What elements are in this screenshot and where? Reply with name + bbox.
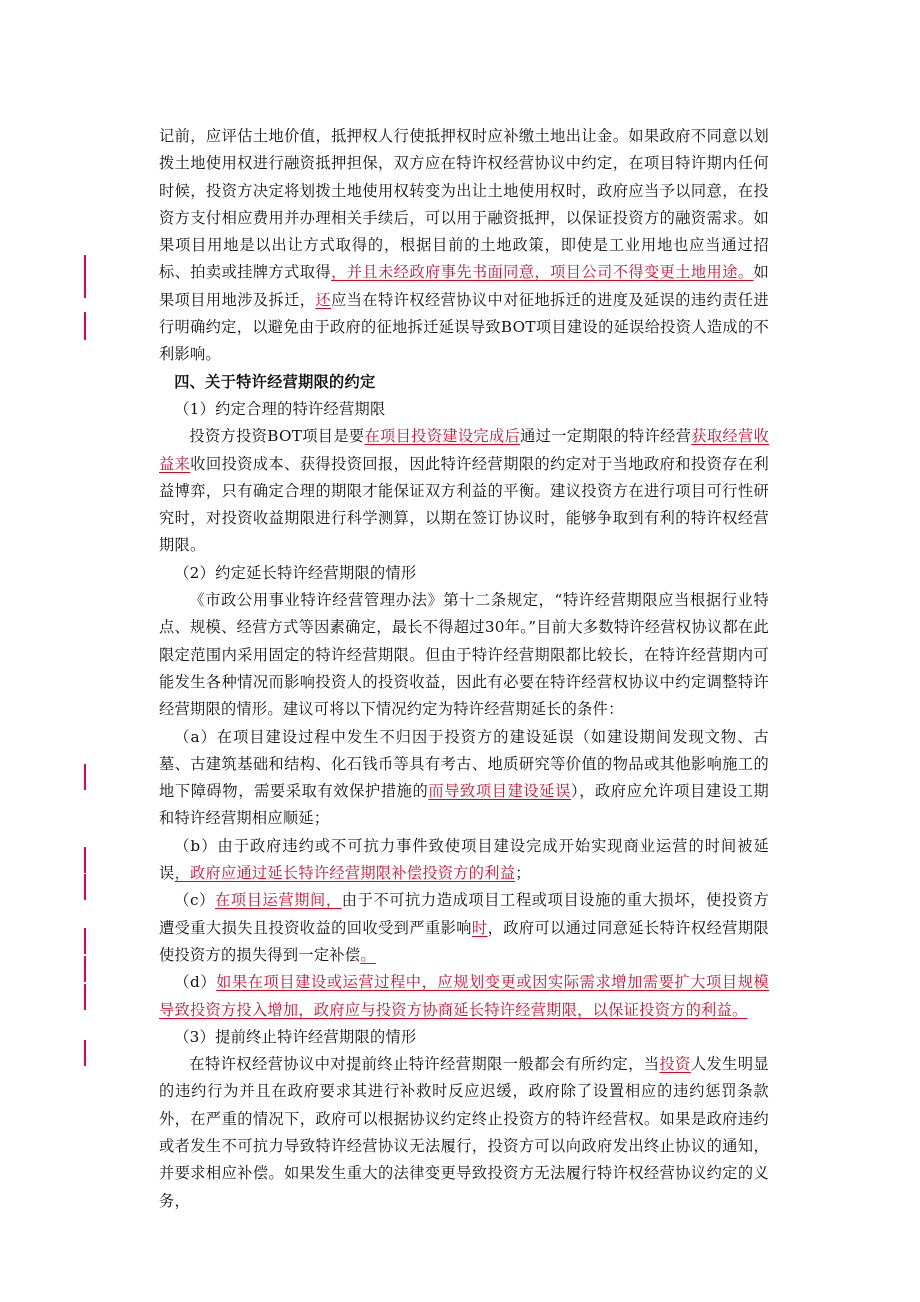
text-run: （a）在项目建设过程中发生不归因于投资方的建设延误（如建设期间发现文物、古墓、古建筑基础和结构、化石钱币等具有考古、地质研究等价值的物品或其他影响施工的地下障碍物，需要采取有效保护措施的	[159, 727, 769, 801]
text-run: 记前，应评估土地价值，抵押权人行使抵押权时应补缴土地出让金。如果政府不同意以划拨土地使用权进行融资抵押担保，双方应在特许权经营协议中约定，在项目特许期内任何时候，投资方决定将划拨土地使用权转变为出让土地使用权时，政府应当予以同意，在投资方支付相应费用并办理相关手续后，可以用于融资抵押，以保证投资方的融资需求。如果项目用地是以出让方式取得的，根据目前的土地政策，即使是工业用地也应当通过招标、拍卖或挂牌方式取得	[159, 127, 769, 282]
text-run: ；	[515, 864, 531, 883]
list-item-d	[159, 969, 769, 1024]
revision-bar	[84, 847, 86, 873]
list-item-c	[159, 887, 769, 969]
paragraph-reasonable-term	[159, 423, 769, 559]
text-run: 收回投资成本、获得投资回报，因此特许经营期限的约定对于当地政府和投资存在利益博弈，只有确定合理的期限才能保证双方利益的平衡。建议投资方在进行项目可行性研究时，对投资收益期限进行科学测算，以期在签订协议时，能够争取到有利的特许权经营期限。	[159, 454, 769, 555]
tracked-insertion: 。	[360, 945, 376, 964]
revision-bar	[84, 928, 86, 954]
tracked-insertion: 在项目运营期间，	[215, 891, 342, 910]
subsection-heading: （2）约定延长特许经营期限的情形	[174, 563, 417, 582]
subsection-heading: （3）提前终止特许经营期限的情形	[174, 1027, 417, 1046]
text-run: 通过一定期限的特许经营	[520, 427, 692, 446]
revision-bar	[84, 874, 86, 900]
text-run: （d）	[174, 973, 217, 992]
revision-bar	[84, 764, 86, 790]
text-run: （b）由于政府违约或不可抗力事件致使项目建设完成开始实现商业运营的时间被延误	[159, 836, 769, 883]
section-heading: 四、关于特许经营期限的约定	[174, 372, 376, 391]
list-item-b	[159, 833, 769, 888]
revision-bar	[84, 255, 86, 298]
paragraph-extension-rules: 《市政公用事业特许经营管理办法》第十二条规定，“特许经营期限应当根据行业特点、规模、经营方式等因素确定，最长不得超过30年。”目前大多数特许经营权协议都在此限定范围内采用固定的特许经营期限。但由于特许经营期限都比较长，在特许经营期内可能发生各种情况而影响投资人的投资收益，因此有必要在特许经营权协议中约定调整特许经营期限的情形。建议可将以下情况约定为特许经营期延长的条件：	[159, 591, 769, 719]
text-run: 投资方投资BOT项目是要	[189, 427, 365, 446]
tracked-insertion: 如果在项目建设或运营过程中，应规划变更或因实际需求增加需要扩大项目规模导致投资方投入增加，政府应与投资方协商延长特许经营期限，以保证投资方的利益。	[159, 973, 769, 1019]
paragraph-early-termination	[159, 1051, 769, 1215]
tracked-insertion: 投资	[659, 1055, 691, 1074]
document-body	[159, 123, 769, 1215]
tracked-insertion: 在项目投资建设完成后	[364, 427, 521, 446]
text-run: 由于不可抗力造成项目工程或项目设施的重大损坏，使投资方遭受重大损失且投资收益的回收受到严重影响	[159, 891, 769, 937]
tracked-insertion: 时	[471, 918, 488, 937]
text-run: ），政府应允许项目建设工期和特许经营期相应顺延；	[159, 782, 769, 828]
paragraph-land-use	[159, 123, 769, 369]
text-run: ，政府可以通过同意延长特许权经营期限使投资方的损失得到一定补偿	[159, 918, 770, 964]
text-run: （c）	[174, 891, 216, 910]
revision-bar	[84, 984, 86, 1010]
list-item-a	[159, 724, 769, 833]
tracked-insertion: 获取经营收益来	[159, 427, 770, 473]
subsection-heading: （1）约定合理的特许经营期限	[174, 399, 386, 418]
text-run: 在特许权经营协议中对提前终止特许经营期限一般都会有所约定，当	[189, 1055, 660, 1074]
tracked-insertion: ，并且未经政府事先书面同意，项目公司不得变更土地用途。	[331, 263, 754, 282]
revision-bar	[84, 956, 86, 982]
revision-bar	[84, 1040, 86, 1066]
text-run: 如果项目用地涉及拆迁，	[159, 263, 769, 309]
tracked-insertion: 还	[315, 290, 332, 309]
text-run: 应当在特许权经营协议中对征地拆迁的进度及延误的违约责任进行明确约定，以避免由于政府的征地拆迁延误导致BOT项目建设的延误给投资人造成的不利影响。	[159, 290, 770, 364]
tracked-insertion: 而导致项目建设延误	[428, 782, 571, 801]
tracked-insertion: ，政府应通过延长特许经营期限补偿投资方的利益	[174, 864, 516, 883]
revision-bar	[84, 312, 86, 340]
text-run: 人发生明显的违约行为并且在政府要求其进行补救时反应迟缓，政府除了设置相应的违约惩罚条款外，在严重的情况下，政府可以根据协议约定终止投资方的特许经营权。如果是政府违约或者发生不可抗力导致特许经营协议无法履行，投资方可以向政府发出终止协议的通知，并要求相应补偿。如果发生重大的法律变更导致投资方无法履行特许权经营协议约定的义务，	[159, 1055, 769, 1210]
